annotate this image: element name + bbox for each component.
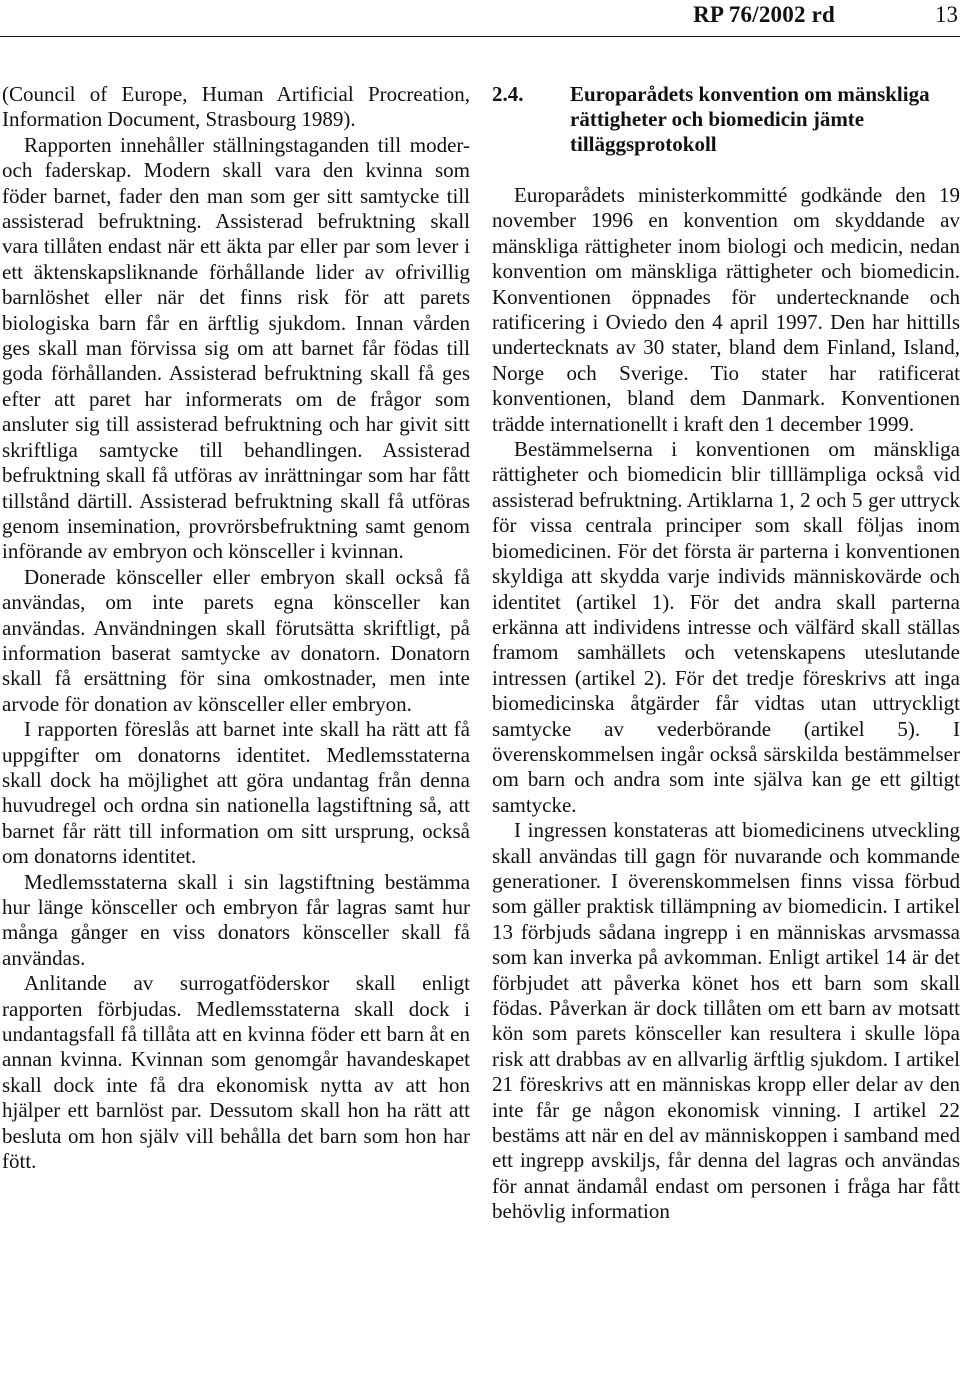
right-column [492,82,960,1225]
section-number: 2.4. [492,82,524,106]
document-reference: RP 76/2002 rd [693,2,835,27]
page-header [0,0,960,40]
paragraph: (Council of Europe, Human Artificial Procreation, Information Document, Strasbourg 1989). [2,82,470,132]
header-divider [0,36,960,37]
section-title: Europarådets konvention om mänskliga rättigheter och biomedicin jämte tilläggsprotokoll [570,82,930,156]
paragraph: Anlitande av surrogatföderskor skall enligt rapporten förbjudas. Medlemsstaterna skall dock i undantagsfall få tillåta att en kvinna föder ett barn åt en annan kvinna. Kvinnan som genomgår havandeskapet skall dock inte få dra ekonomisk nytta av att hon hjälper ett barnlöst par. Dessutom skall hon ha rätt att besluta om hon själv vill behålla det barn som hon har fött. [2,971,470,1174]
paragraph: I ingressen konstateras att biomedicinens utveckling skall användas till gagn för nuvarande och kommande generationer. I överenskommelsen finns vissa förbud som gäller praktisk tillämpning av biomedicin. I artikel 13 förbjuds sådana ingrepp i en människas arvsmassa som kan inverka på avkomman. Enligt artikel 14 är det förbjudet att påverka könet hos ett barn som skall födas. Påverkan är dock tillåten om ett barn av motsatt kön som parets könsceller kan resultera i skulle löpa risk att drabbas av en allvarlig ärftlig sjukdom. I artikel 21 föreskrivs att en människas kropp eller delar av den inte får ge någon ekonomisk vinning. I artikel 22 bestäms att när en del av människoppen i samband med ett ingrepp avskiljs, får denna del lagras och användas för annat ändamål endast om personen i fråga har fått behövlig information [492,818,960,1224]
paragraph: I rapporten föreslås att barnet inte skall ha rätt att få uppgifter om donatorns identitet. Medlemsstaterna skall dock ha möjlighet att göra undantag från denna huvudregel och ordna sin nationella lagstiftning så, att barnet får rätt till information om sitt ursprung, också om donatorns identitet. [2,717,470,869]
paragraph: Rapporten innehåller ställningstaganden till moder- och faderskap. Modern skall vara den kvinna som föder barnet, fader den man som ger sitt samtycke till assisterad befruktning. Assisterad befruktning skall vara tillåten endast när ett äkta par eller par som lever i ett äktenskapsliknande förhållande lider av ofrivillig barnlöshet eller när det finns risk för att parets biologiska barn får en ärftlig sjukdom. Innan vården ges skall man förvissa sig om att barnet får födas till goda förhållanden. Assisterad befruktning skall få ges efter att paret har informerats om de frågor som ansluter sig till assisterad befruktning och har givit sitt skriftliga samtycke till behandlingen. Assisterad befruktning skall få utföras av inrättningar som har fått tillstånd därtill. Assisterad befruktning skall få utföras genom insemination, provrörsbefruktning samt genom införande av embryon och könsceller i kvinnan. [2,132,470,564]
paragraph: Bestämmelserna i konventionen om mänskliga rättigheter och biomedicin blir tilllämpliga också vid assisterad befruktning. Artiklarna 1, 2 och 5 ger uttryck för vissa centrala principer som skall följas inom biomedicinen. För det första är parterna i konventionen skyldiga att skydda varje individs människovärde och identitet (artikel 1). För det andra skall parterna erkänna att individens intresse och välfärd skall ställas framom samhällets och vetenskapens uteslutande intressen (artikel 2). För det tredje föreskrivs att inga biomedicinska åtgärder får vidtas utan uttryckligt samtycke av vederbörande (artikel 5). I överenskommelsen ingår också särskilda bestämmelser om barn och andra som inte själva kan ge ett giltigt samtycke. [492,437,960,817]
left-column [2,82,470,1174]
paragraph: Europarådets ministerkommitté godkände den 19 november 1996 en konvention om skyddande av mänskliga rättigheter inom biologi och medicin, nedan konvention om mänskliga rättigheter och biomedicin. Konventionen öppnades för undertecknande och ratificering i Oviedo den 4 april 1997. Den har hittills undertecknats av 30 stater, bland dem Finland, Island, Norge och Sverige. Tio stater har ratificerat konventionen, bland dem Danmark. Konventionen trädde internationellt i kraft den 1 december 1999. [492,183,960,436]
page-number: 13 [935,2,958,27]
section-heading [492,82,960,157]
paragraph: Medlemsstaterna skall i sin lagstiftning bestämma hur länge könsceller och embryon får lagras samt hur många gånger en viss donators könsceller skall få användas. [2,869,470,970]
paragraph: Donerade könsceller eller embryon skall också få användas, om inte parets egna könsceller kan användas. Användningen skall förutsätta skriftligt, på information baserat samtycke av donatorn. Donatorn skall få ersättning för sina omkostnader, men inte arvode för donation av könsceller eller embryon. [2,564,470,716]
